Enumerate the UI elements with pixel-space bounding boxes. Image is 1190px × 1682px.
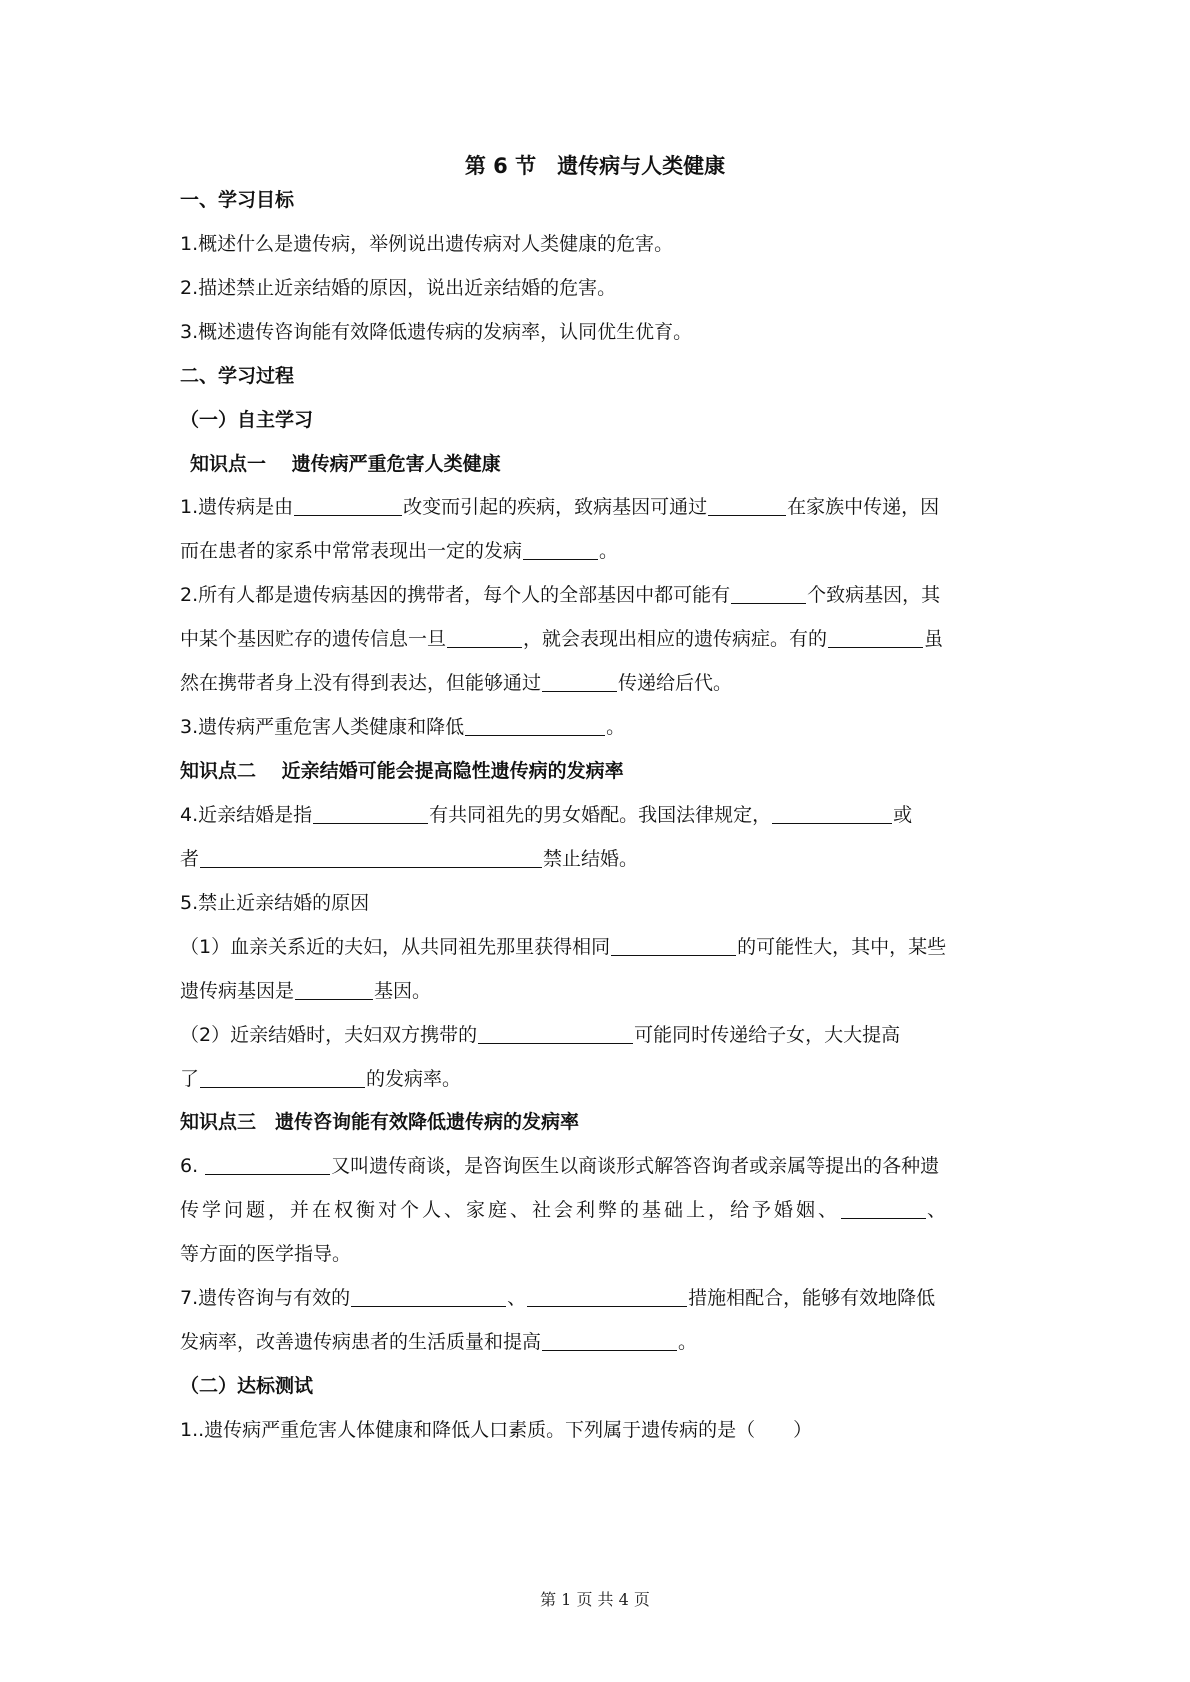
question-2-line-3: 然在携带者身上没有得到表达，但能够通过 传递给后代。 [180, 672, 733, 694]
question-5-1-line-2: 遗传病基因是 基因。 [180, 980, 432, 1002]
knowledge-point-3-heading: 知识点三 遗传咨询能有效降低遗传病的发病率 [180, 1111, 580, 1133]
fill-blank[interactable] [527, 1286, 687, 1307]
fill-blank[interactable] [447, 627, 522, 648]
question-5-1-line-1: （1）血亲关系近的夫妇，从共同祖先那里获得相同 的可能性大，其中，某些 [180, 936, 947, 958]
page-footer: 第 1 页 共 4 页 [540, 1590, 650, 1609]
question-7-line-1: 7.遗传咨询与有效的 、 措施相配合，能够有效地降低 [180, 1287, 936, 1309]
question-1-line-2: 而在患者的家系中常常表现出一定的发病 。 [180, 540, 619, 562]
question-4-line-2: 者 禁止结婚。 [180, 848, 639, 870]
question-6-line-1: 6. 又叫遗传商谈，是咨询医生以商谈形式解答咨询者或亲属等提出的各种遗 [180, 1155, 940, 1177]
question-2-line-2: 中某个基因贮存的遗传信息一旦 ，就会表现出相应的遗传病症。有的 虽 [180, 628, 944, 650]
fill-blank[interactable] [828, 627, 923, 648]
goal-2: 2.描述禁止近亲结婚的原因，说出近亲结婚的危害。 [180, 277, 617, 299]
question-2-line-1: 2.所有人都是遗传病基因的携带者，每个人的全部基因中都可能有 个致病基因，其 [180, 584, 941, 606]
knowledge-point-1-heading: 知识点一 遗传病严重危害人类健康 [190, 453, 501, 475]
fill-blank[interactable] [200, 847, 542, 868]
section-heading-process: 二、学习过程 [180, 365, 295, 387]
fill-blank[interactable] [731, 583, 806, 604]
fill-blank[interactable] [523, 539, 598, 560]
question-5-2-line-2: 了 的发病率。 [180, 1068, 462, 1090]
question-6-line-3: 等方面的医学指导。 [180, 1243, 352, 1265]
fill-blank[interactable] [351, 1286, 506, 1307]
fill-blank[interactable] [611, 935, 736, 956]
fill-blank[interactable] [200, 1067, 365, 1088]
question-4-line-1: 4.近亲结婚是指 有共同祖先的男女婚配。我国法律规定， 或 [180, 804, 913, 826]
subsection-test: （二）达标测试 [180, 1375, 314, 1397]
fill-blank[interactable] [841, 1198, 926, 1219]
goal-3: 3.概述遗传咨询能有效降低遗传病的发病率，认同优生优育。 [180, 321, 693, 343]
page-title: 第 6 节 遗传病与人类健康 [464, 154, 726, 178]
question-1-line-1: 1.遗传病是由 改变而引起的疾病，致病基因可通过 在家族中传递，因 [180, 496, 940, 518]
fill-blank[interactable] [295, 979, 373, 1000]
question-6-line-2: 传学问题，并在权衡对个人、家庭、社会利弊的基础上，给予婚姻、 、 [180, 1199, 950, 1221]
subsection-self-study: （一）自主学习 [180, 409, 314, 431]
fill-blank[interactable] [205, 1154, 330, 1175]
question-5: 5.禁止近亲结婚的原因 [180, 892, 370, 914]
fill-blank[interactable] [465, 715, 605, 736]
fill-blank[interactable] [708, 495, 786, 516]
fill-blank[interactable] [542, 1330, 677, 1351]
goal-1: 1.概述什么是遗传病，举例说出遗传病对人类健康的危害。 [180, 233, 674, 255]
knowledge-point-2-heading: 知识点二 近亲结婚可能会提高隐性遗传病的发病率 [180, 760, 624, 782]
fill-blank[interactable] [478, 1023, 633, 1044]
question-5-2-line-1: （2）近亲结婚时，夫妇双方携带的 可能同时传递给子女，大大提高 [180, 1024, 901, 1046]
question-3: 3.遗传病严重危害人类健康和降低 。 [180, 716, 626, 738]
test-question-1: 1..遗传病严重危害人体健康和降低人口素质。下列属于遗传病的是（ ） [180, 1419, 813, 1441]
fill-blank[interactable] [294, 495, 402, 516]
question-7-line-2: 发病率，改善遗传病患者的生活质量和提高 。 [180, 1331, 698, 1353]
fill-blank[interactable] [772, 803, 892, 824]
section-heading-goals: 一、学习目标 [180, 189, 295, 211]
fill-blank[interactable] [542, 671, 617, 692]
fill-blank[interactable] [313, 803, 428, 824]
